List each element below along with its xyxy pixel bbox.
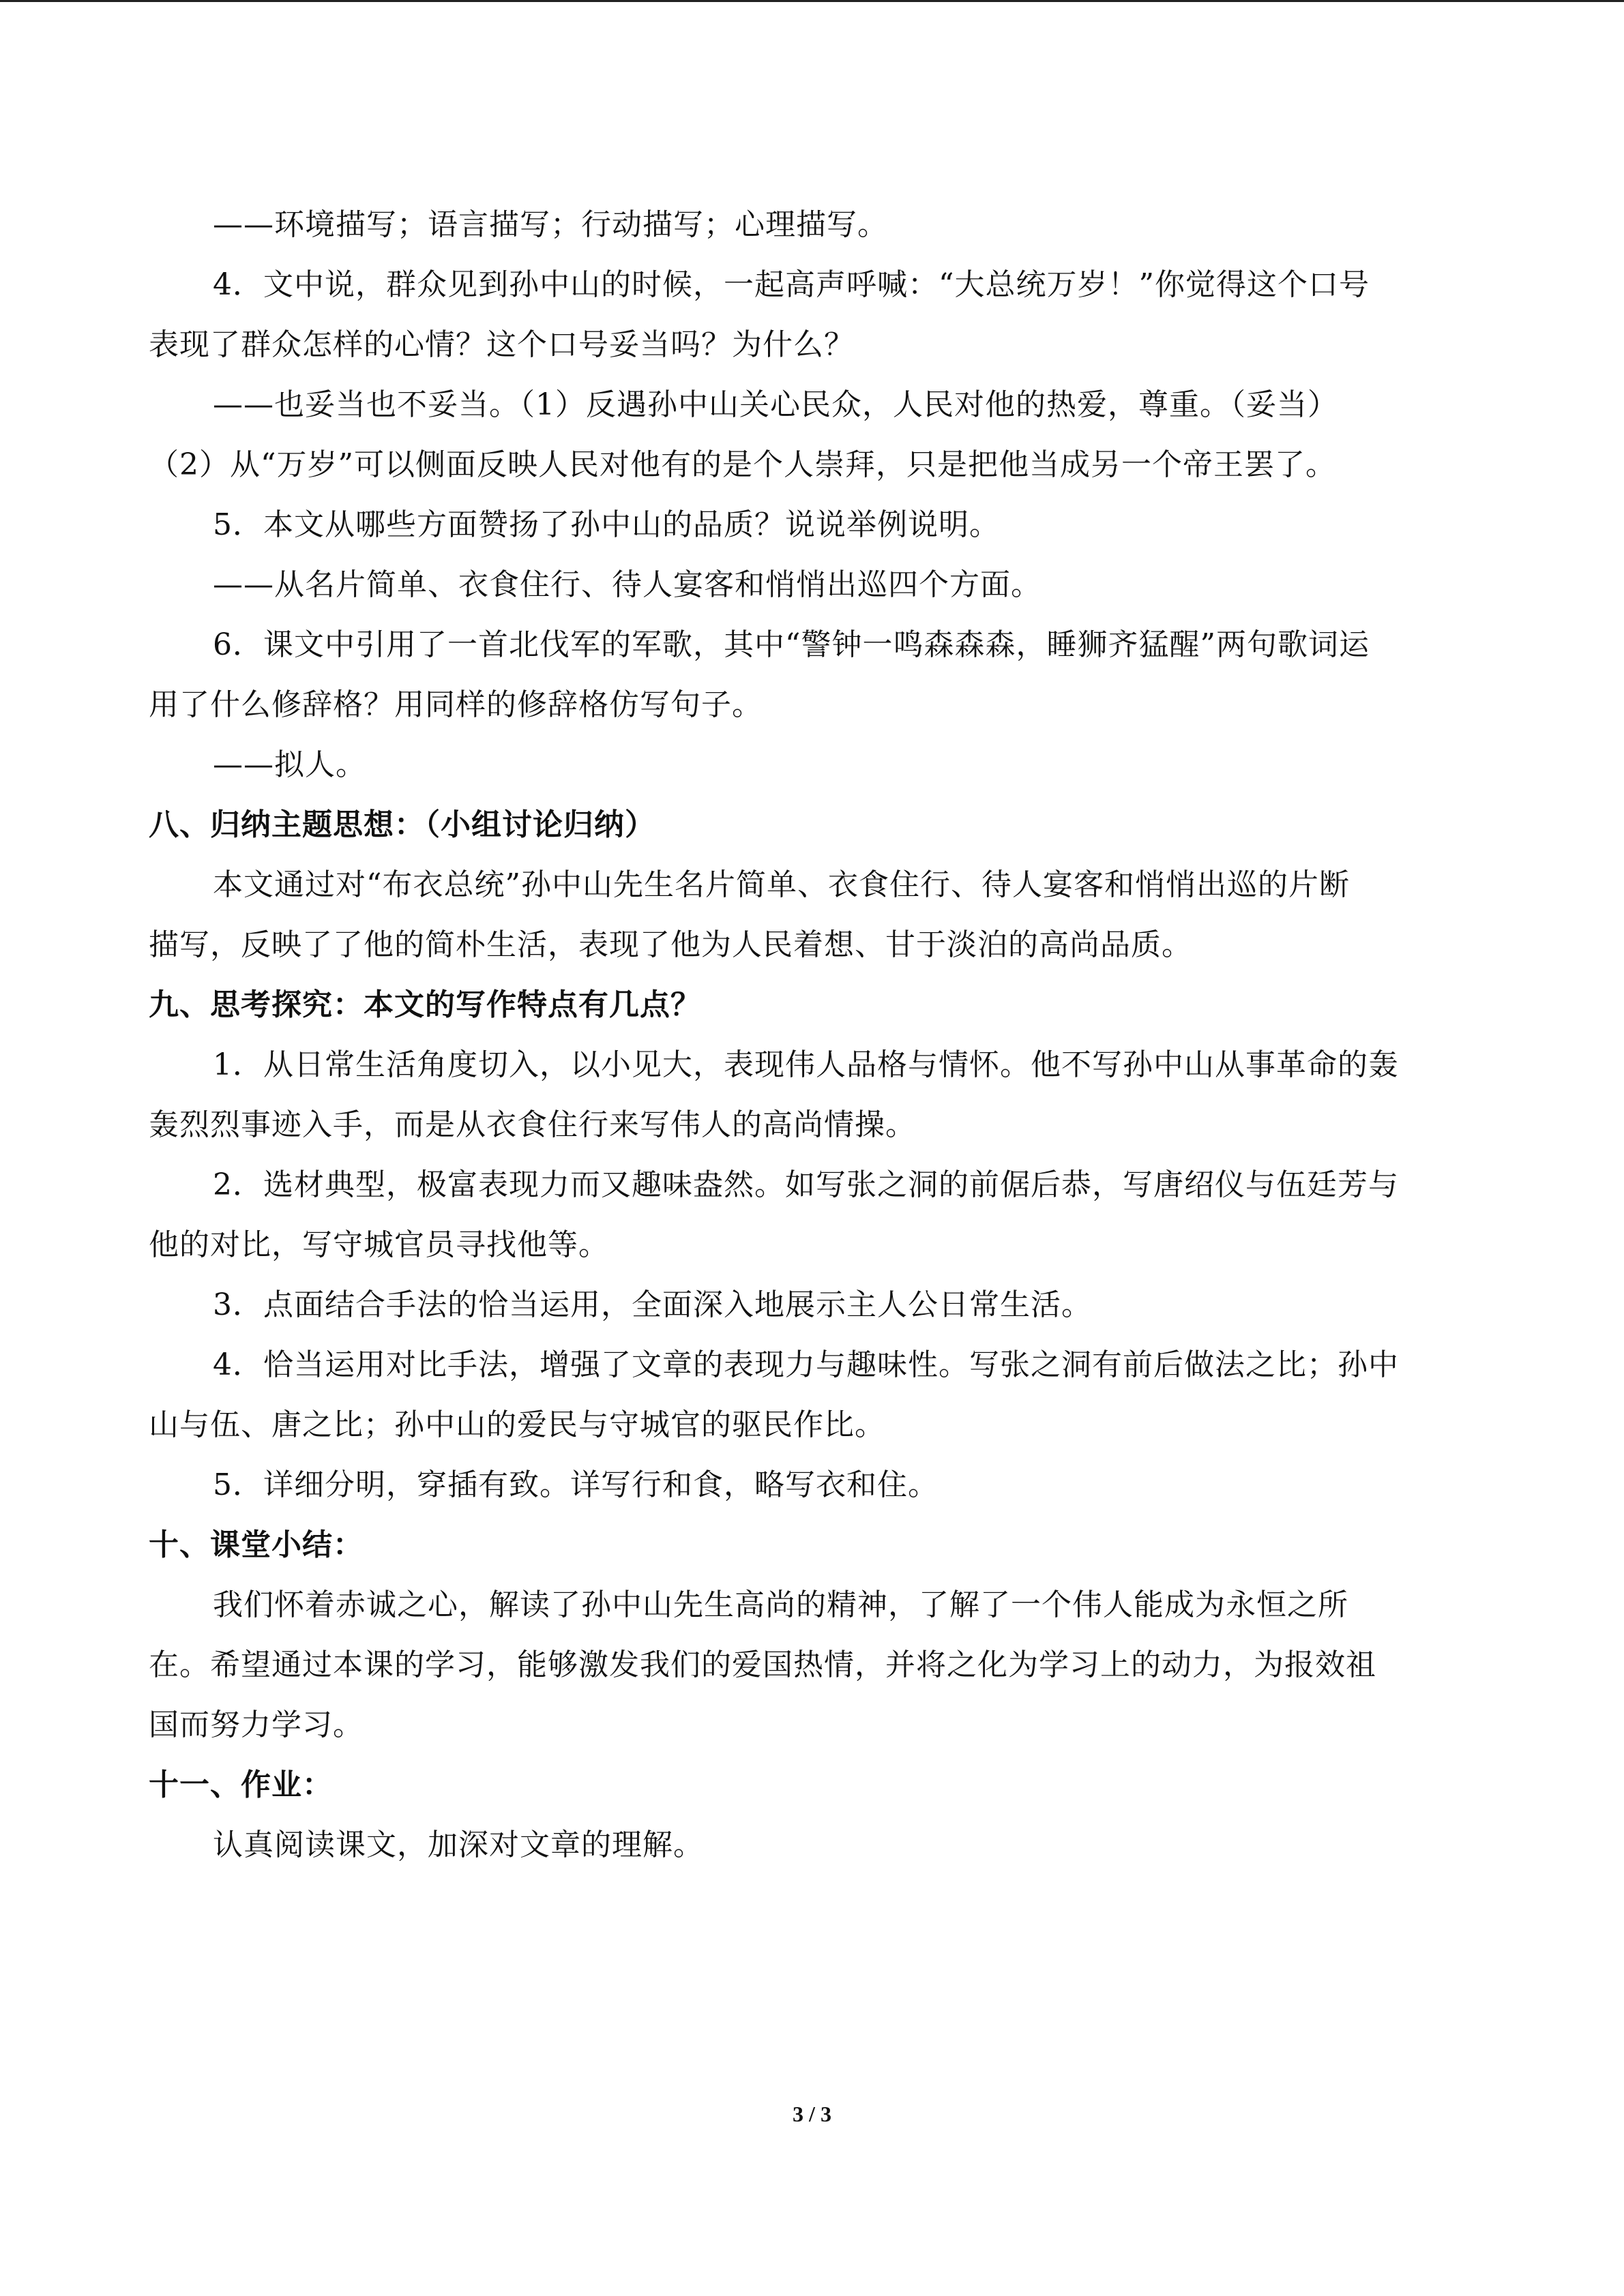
feature-4-line: 4．恰当运用对比手法，增强了文章的表现力与趣味性。写张之洞有前后做法之比；孙中 <box>213 1347 1399 1382</box>
answer-line: ——环境描写；语言描写；行动描写；心理描写。 <box>213 207 888 242</box>
answer-line: ——拟人。 <box>213 747 366 782</box>
homework-line: 认真阅读课文，加深对文章的理解。 <box>213 1828 704 1862</box>
question-4-line: 4．文中说，群众见到孙中山的时候，一起高声呼喊：“大总统万岁！”你觉得这个口号 <box>213 267 1370 302</box>
answer-line: ——也妥当也不妥当。（1）反遇孙中山关心民众，人民对他的热爱，尊重。（妥当） <box>213 387 1338 422</box>
answer-line: ——从名片简单、衣食住行、待人宴客和悄悄出巡四个方面。 <box>213 567 1042 602</box>
feature-1-line: 1．从日常生活角度切入，以小见大，表现伟人品格与情怀。他不写孙中山从事革命的轰 <box>213 1047 1399 1082</box>
feature-5-line: 5．详细分明，穿插有致。详写行和食，略写衣和住。 <box>213 1467 939 1502</box>
theme-paragraph-line: 本文通过对“布衣总统”孙中山先生名片简单、衣食住行、待人宴客和悄悄出巡的片断 <box>213 867 1350 902</box>
summary-paragraph-line: 我们怀着赤诚之心，解读了孙中山先生高尚的精神，了解了一个伟人能成为永恒之所 <box>213 1587 1348 1622</box>
feature-4-line: 山与伍、唐之比；孙中山的爱民与守城官的驱民作比。 <box>149 1407 885 1442</box>
feature-3-line: 3．点面结合手法的恰当运用，全面深入地展示主人公日常生活。 <box>213 1287 1092 1322</box>
theme-paragraph-line: 描写，反映了了他的简朴生活，表现了他为人民着想、甘于淡泊的高尚品质。 <box>149 927 1192 962</box>
question-6-line: 6．课文中引用了一首北伐军的军歌，其中“警钟一鸣森森森，睡狮齐猛醒”两句歌词运 <box>213 627 1370 662</box>
feature-2-line: 2．选材典型，极富表现力而又趣味盎然。如写张之洞的前倨后恭，写唐绍仪与伍廷芳与 <box>213 1167 1399 1202</box>
answer-line: （2）从“万岁”可以侧面反映人民对他有的是个人崇拜，只是把他当成另一个帝王罢了。 <box>149 447 1336 482</box>
section-heading-10: 十、课堂小结： <box>149 1527 364 1562</box>
question-6-line: 用了什么修辞格？用同样的修辞格仿写句子。 <box>149 687 763 722</box>
question-5-line: 5．本文从哪些方面赞扬了孙中山的品质？说说举例说明。 <box>213 507 1000 542</box>
summary-paragraph-line: 国而努力学习。 <box>149 1708 364 1742</box>
section-heading-9: 九、思考探究：本文的写作特点有几点？ <box>149 987 701 1022</box>
summary-paragraph-line: 在。希望通过本课的学习，能够激发我们的爱国热情，并将之化为学习上的动力，为报效祖 <box>149 1648 1376 1682</box>
question-4-line: 表现了群众怎样的心情？这个口号妥当吗？为什么？ <box>149 327 855 362</box>
feature-2-line: 他的对比，写守城官员寻找他等。 <box>149 1227 609 1262</box>
section-heading-11: 十一、作业： <box>149 1768 333 1802</box>
feature-1-line: 轰烈烈事迹入手，而是从衣食住行来写伟人的高尚情操。 <box>149 1107 916 1142</box>
top-border-rule <box>0 0 1624 2</box>
page-number: 3 / 3 <box>793 2102 831 2126</box>
section-heading-8: 八、归纳主题思想：（小组讨论归纳） <box>149 807 655 842</box>
